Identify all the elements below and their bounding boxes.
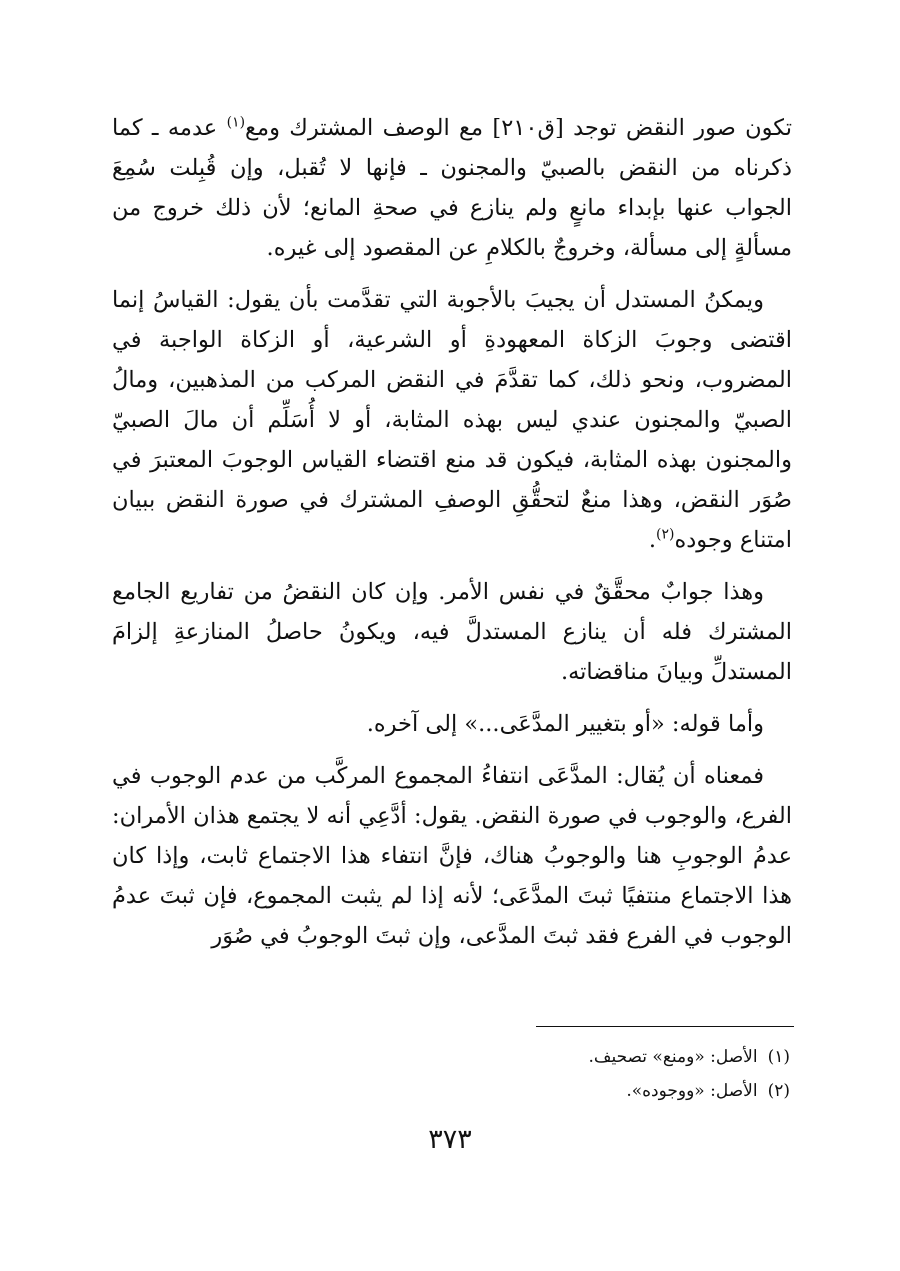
paragraph-1 [112, 108, 792, 268]
footnote-2-text: الأصل: «ووجوده». [626, 1081, 758, 1101]
footnote-1-number: (١) [767, 1047, 790, 1067]
paragraph-1-text-a: تكون صور النقض توجد [ق٢١٠] مع الوصف المشترك ومع [245, 115, 792, 141]
paragraph-2 [112, 280, 792, 560]
paragraph-2-text-a: ويمكنُ المستدل أن يجيبَ بالأجوبة التي تقدَّمت بأن يقول: القياسُ إنما اقتضى وجوبَ الزكاة المعهودةِ أو الشرعية، أو الزكاة الواجبة في المضروب، ونحو ذلك، كما تقدَّمَ في النقض المركب من المذهبين، ومالُ الصبيّ والمجنون عندي ليس بهذه المثابة، أو لا أُسَلِّم أن مالَ الصبيّ والمجنون بهذه المثابة، فيكون قد منع اقتضاء القياس الوجوبَ المعتبرَ في صُوَر النقض، وهذا منعٌ لتحقُّقِ الوصفِ المشترك في صورة النقض ببيان امتناع وجوده [112, 287, 792, 553]
footnote-divider [536, 1026, 794, 1027]
paragraph-5: فمعناه أن يُقال: المدَّعَى انتفاءُ المجموع المركَّب من عدم الوجوب في الفرع، والوجوب في صورة النقض. يقول: أدَّعِي أنه لا يجتمع هذان الأمران: عدمُ الوجوبِ هنا والوجوبُ هناك، فإنَّ انتفاء هذا الاجتماع ثابت، وإذا كان هذا الاجتماع منتفيًا ثبتَ المدَّعَى؛ لأنه إذا لم يثبت المجموع، فإن ثبتَ عدمُ الوجوب في الفرع فقد ثبتَ المدَّعى، وإن ثبتَ الوجوبُ في صُوَر [112, 763, 792, 949]
footnote-2 [110, 1074, 790, 1108]
footnote-reference-1: (١) [226, 114, 246, 131]
footnote-1-text: الأصل: «ومنع» تصحيف. [588, 1047, 758, 1067]
paragraph-1-text-b: عدمه ـ كما ذكرناه من النقض بالصبيّ والمجنون ـ فإنها لا تُقبل، وإن قُبِلت سُمِعَ الجواب عنها بإبداء مانعٍ ولم ينازع في صحةِ المانع؛ لأن ذلك خروج من مسألةٍ إلى مسألة، وخروجٌ بالكلامِ عن المقصود إلى غيره. [112, 115, 792, 261]
paragraph-2-text-b: . [648, 527, 656, 553]
main-text [112, 108, 792, 968]
paragraph-3: وهذا جوابٌ محقَّقٌ في نفس الأمر. وإن كان النقضُ من تفاريع الجامع المشترك فله أن ينازع المستدلَّ فيه، ويكونُ حاصلُ المنازعةِ إلزامَ المستدلِّ وبيانَ مناقضاته. [112, 579, 792, 685]
footnote-1 [110, 1040, 790, 1074]
paragraph-4: وأما قوله: «أو بتغيير المدَّعَى...» إلى آخره. [366, 711, 764, 737]
page-number: ٣٧٣ [428, 1124, 472, 1155]
footnote-reference-2: (٢) [656, 526, 675, 543]
footnote-2-number: (٢) [767, 1081, 790, 1101]
footnotes [110, 1040, 790, 1108]
